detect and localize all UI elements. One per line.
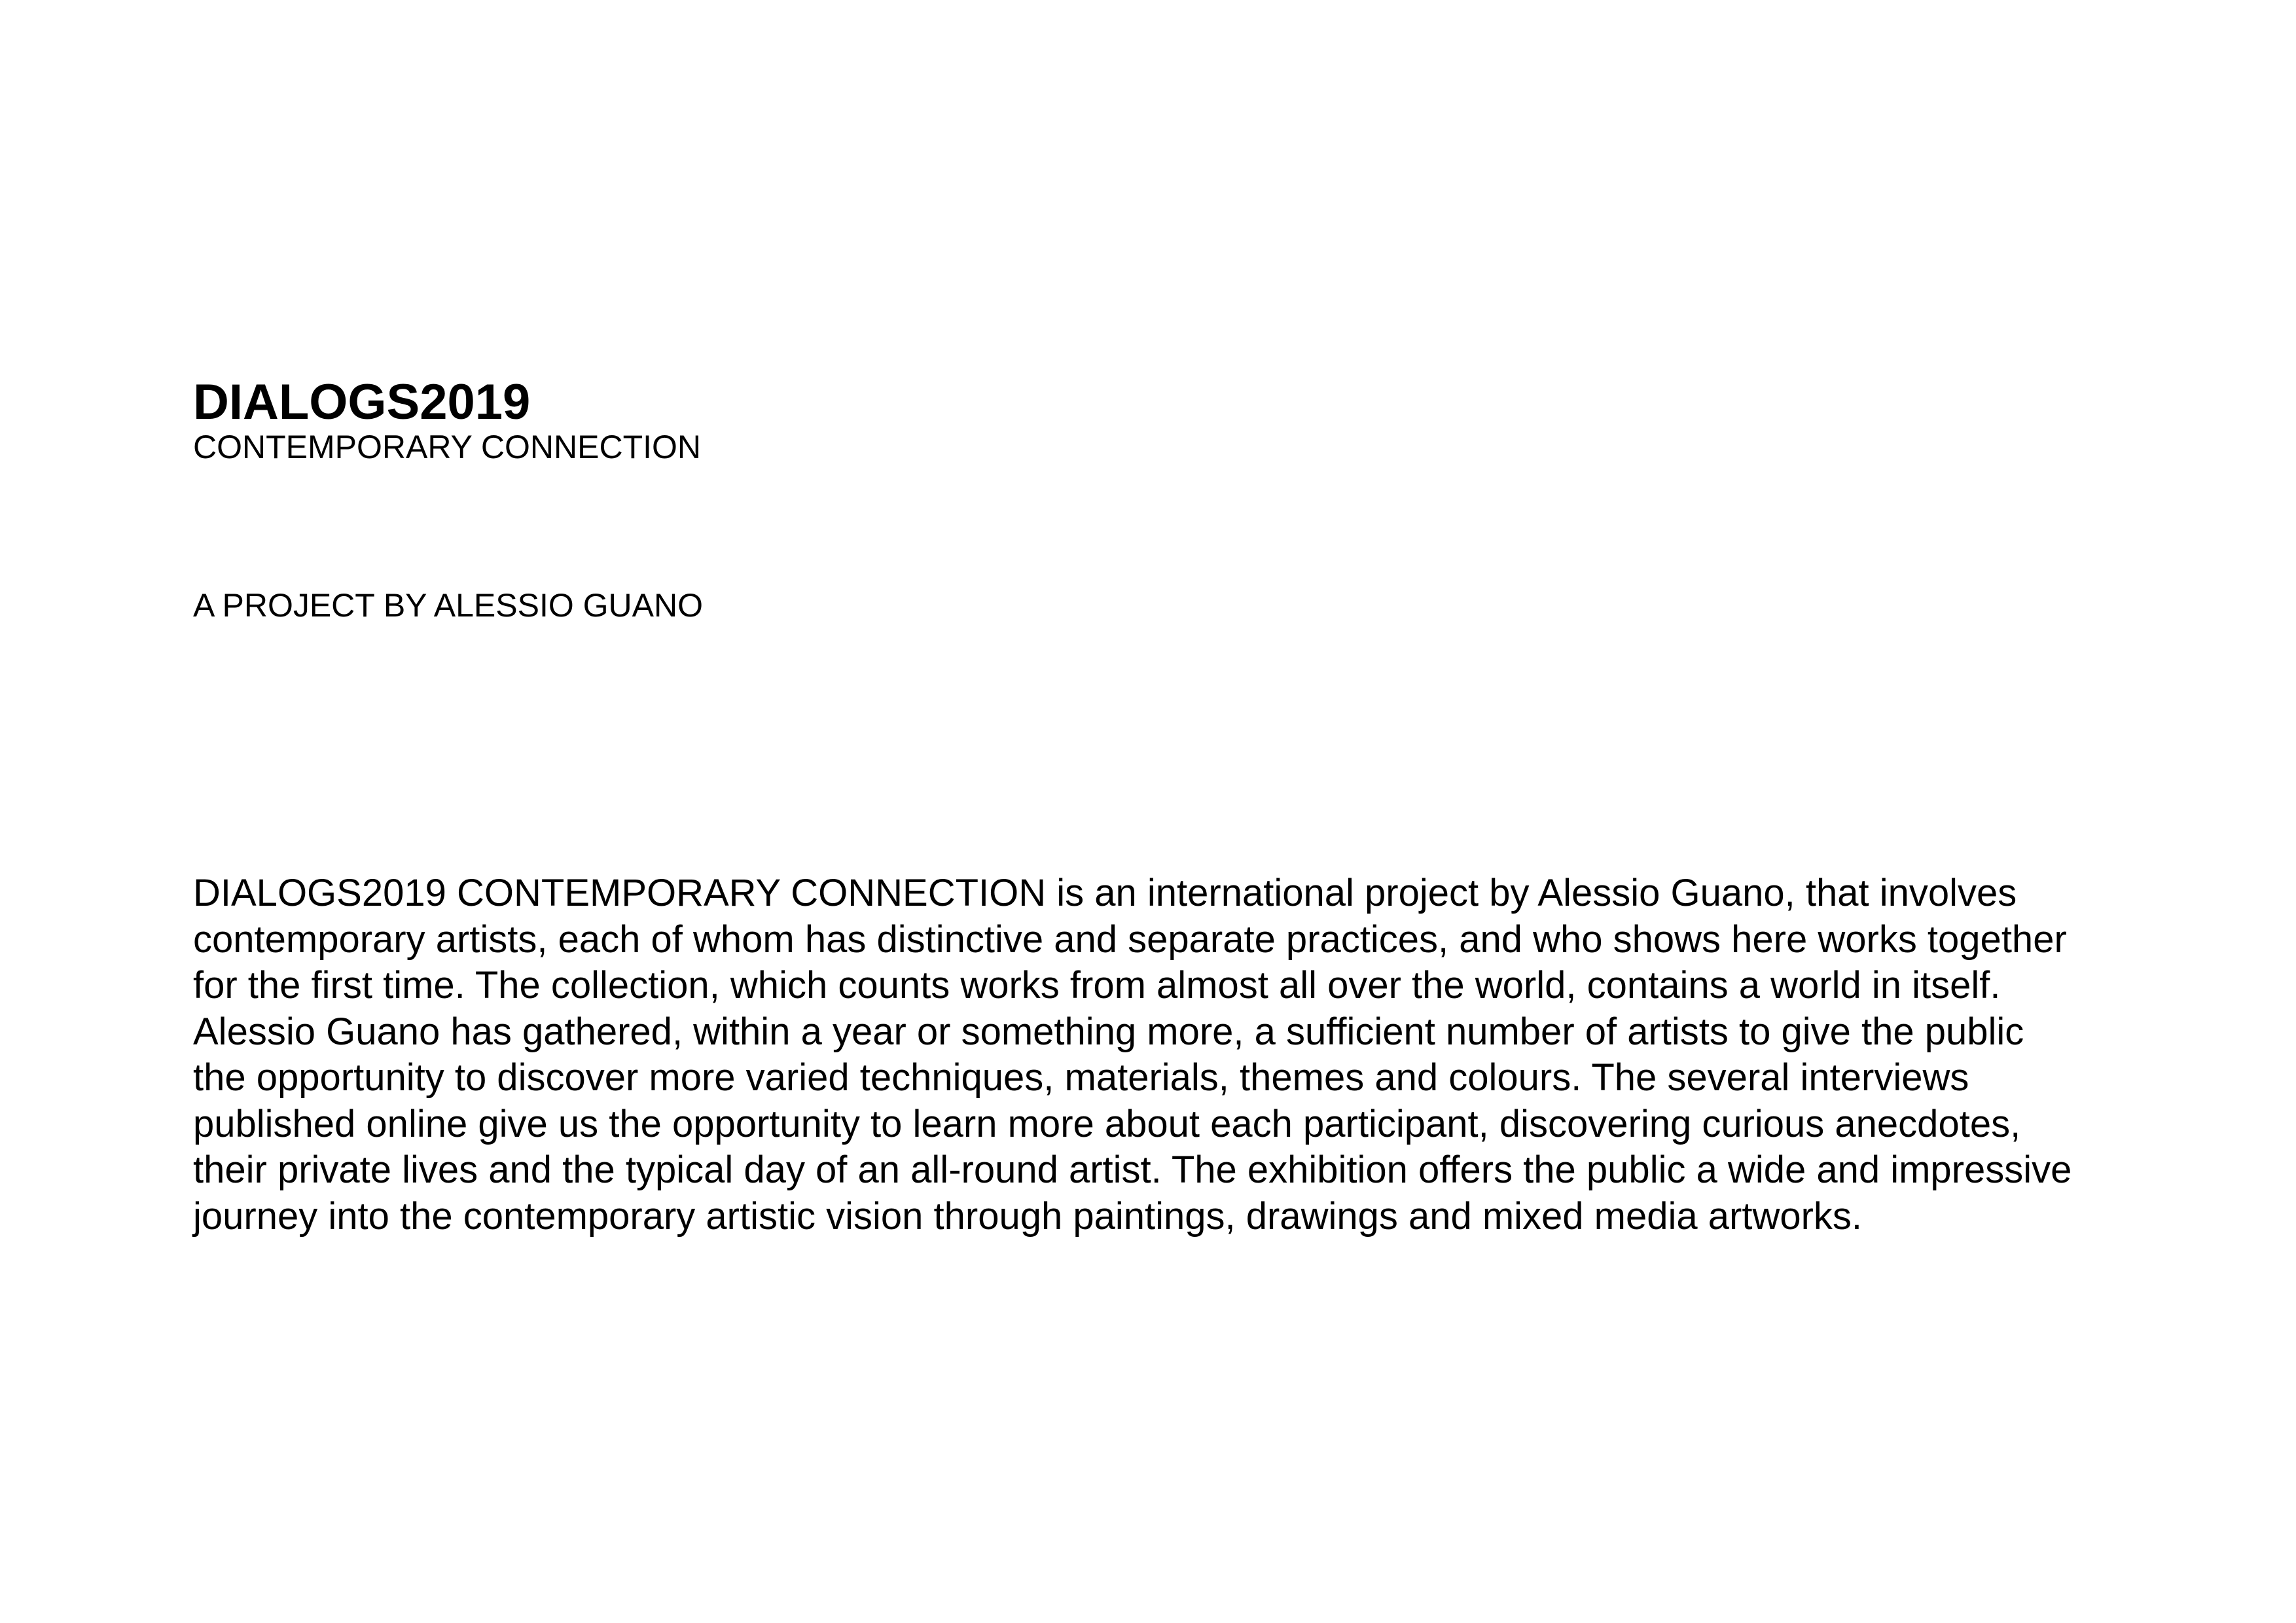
- project-byline: A PROJECT BY ALESSIO GUANO: [193, 587, 703, 624]
- paragraph-line: the opportunity to discover more varied techniques, materials, themes and colours. The several interviews: [193, 1056, 1969, 1099]
- paragraph-line: Alessio Guano has gathered, within a year or something more, a sufficient number of artists to give the public: [193, 1010, 2024, 1053]
- paragraph-line: journey into the contemporary artistic vision through paintings, drawings and mixed media artworks.: [193, 1194, 1863, 1238]
- document-title: DIALOGS2019: [193, 374, 531, 430]
- document-subtitle: CONTEMPORARY CONNECTION: [193, 429, 702, 465]
- paragraph-line: published online give us the opportunity to learn more about each participant, discovering curious anecdotes,: [193, 1102, 2021, 1145]
- paragraph-line: their private lives and the typical day of an all-round artist. The exhibition offers the public a wide and impressive: [193, 1149, 2072, 1191]
- paragraph-line: DIALOGS2019 CONTEMPORARY CONNECTION is an international project by Alessio Guano, that involves: [193, 872, 2017, 914]
- paragraph-line: contemporary artists, each of whom has distinctive and separate practices, and who shows here works together: [193, 918, 2067, 961]
- description-paragraph: [193, 870, 2130, 1240]
- paragraph-line: for the first time. The collection, which counts works from almost all over the world, contains a world in itself.: [193, 964, 2001, 1007]
